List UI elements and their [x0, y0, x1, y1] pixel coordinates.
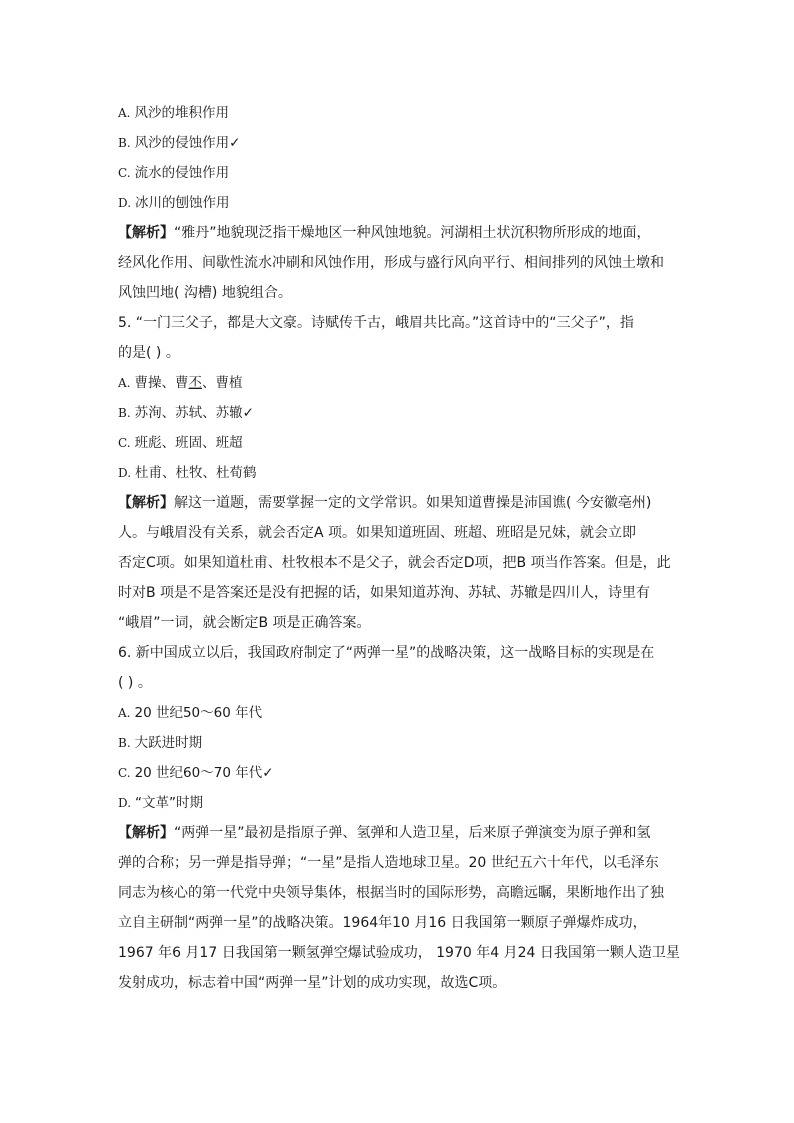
analysis-label: 【解析】: [118, 495, 174, 511]
q6-stem-line: 6. 新中国成立以后，我国政府制定了“两弹一星”的战略决策，这一战略目标的实现是在: [118, 645, 655, 661]
q6-analysis-line: 发射成功，标志着中国“两弹一星”计划的成功实现，故选C项。: [118, 975, 507, 991]
document-page: [118, 98, 678, 998]
q4-analysis-line: 【解析】“雅丹”地貌现泛指干燥地区一种风蚀地貌。河湖相土状沉积物所形成的地面，: [118, 225, 651, 241]
q6-analysis-line: 【解析】“两弹一星”最初是指原子弹、氢弹和人造卫星，后来原子弹演变为原子弹和氢: [118, 825, 651, 841]
q5-option-b: B. 苏洵、苏轼、苏辙✓: [118, 405, 254, 421]
q6-analysis-line: 立自主研制“两弹一星”的战略决策。1964年10 月16 日我国第一颗原子弹爆炸成功，: [118, 915, 647, 931]
q5-stem-line: 5. “一门三父子，都是大文豪。诗赋传千古，峨眉共比高。”这首诗中的“三父子”，指: [118, 315, 634, 331]
q5-option-a: A. 曹操、曹丕、曹植: [118, 375, 243, 391]
q6-analysis-line: 同志为核心的第一代党中央领导集体，根据当时的国际形势，高瞻远瞩，果断地作出了独: [118, 885, 664, 901]
q6-option-d: D. “文革”时期: [118, 795, 204, 811]
q5-analysis-line: 人。与峨眉没有关系，就会否定A 项。如果知道班固、班超、班昭是兄妹，就会立即: [118, 525, 637, 541]
q5-analysis-line: 否定C项。如果知道杜甫、杜牧根本不是父子，就会否定D项，把B 项当作答案。但是，此: [118, 555, 671, 571]
q4-option-b: B. 风沙的侵蚀作用✓: [118, 135, 241, 151]
q4-analysis-line: 经风化作用、间歇性流水冲刷和风蚀作用，形成与盛行风向平行、相间排列的风蚀土墩和: [118, 255, 664, 271]
q5-analysis-line: 时对B 项是不是答案还是没有把握的话，如果知道苏洵、苏轼、苏辙是四川人，诗里有: [118, 585, 651, 601]
q6-option-a: A. 20 世纪50～60 年代: [118, 705, 263, 721]
q6-option-c: C. 20 世纪60～70 年代✓: [118, 765, 274, 781]
q6-analysis-line: 1967 年6 月17 日我国第一颗氢弹空爆试验成功， 1970 年4 月24 日我国第一颗人造卫星: [118, 945, 680, 961]
q6-option-b: B. 大跃进时期: [118, 735, 203, 751]
q6-stem-line: ( ) 。: [118, 675, 152, 691]
q4-option-a: A. 风沙的堆积作用: [118, 105, 229, 121]
q4-option-d: D. 冰川的刨蚀作用: [118, 195, 230, 211]
q5-analysis-line: “峨眉”一词，就会断定B 项是正确答案。: [118, 615, 371, 631]
q5-stem-line: 的是( ) 。: [118, 345, 180, 361]
q5-option-c: C. 班彪、班固、班超: [118, 435, 243, 451]
q4-analysis-line: 风蚀凹地( 沟槽) 地貌组合。: [118, 285, 292, 301]
q5-option-d: D. 杜甫、杜牧、杜荀鹤: [118, 465, 257, 481]
q5-analysis-line: 【解析】解这一道题，需要掌握一定的文学常识。如果知道曹操是沛国谯( 今安徽亳州): [118, 495, 652, 511]
analysis-label: 【解析】: [118, 825, 174, 841]
q4-option-c: C. 流水的侵蚀作用: [118, 165, 230, 181]
analysis-label: 【解析】: [118, 225, 174, 241]
q6-analysis-line: 弹的合称；另一弹是指导弹；“一星”是指人造地球卫星。20 世纪五六十年代，以毛泽东: [118, 855, 659, 871]
